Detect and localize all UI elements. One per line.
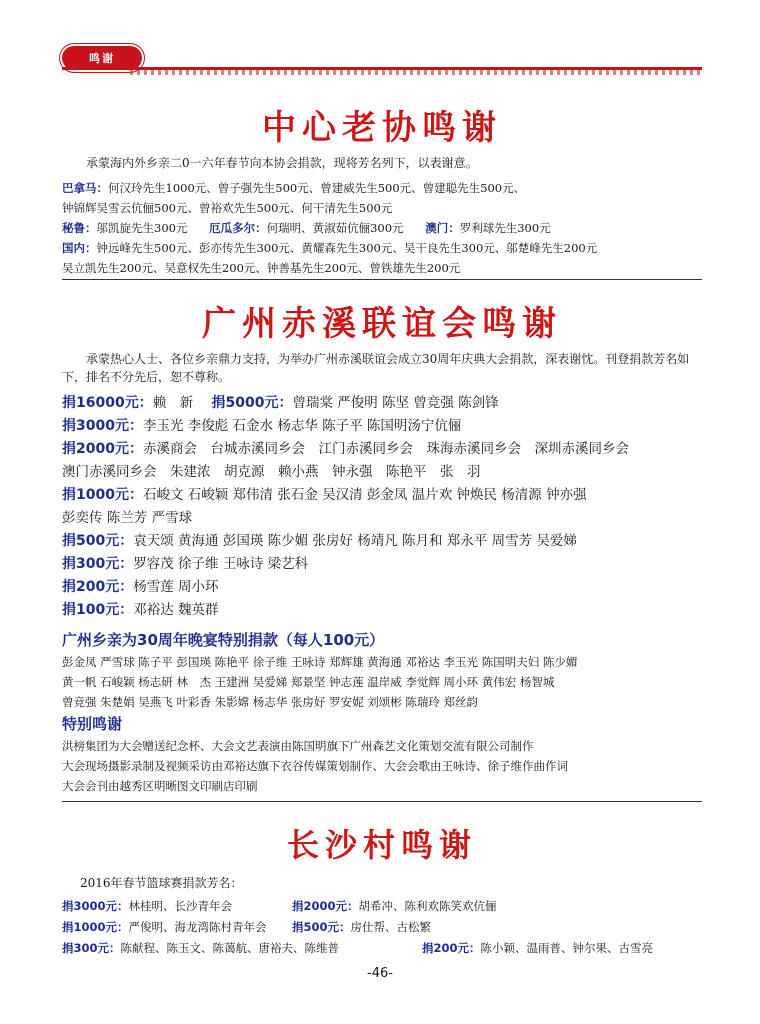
donation-list bbox=[62, 896, 702, 959]
amount-label: 捐1000元： bbox=[62, 920, 129, 934]
section-divider bbox=[62, 279, 702, 280]
donor-names: 彭奕传 陈兰芳 严雪球 bbox=[62, 510, 193, 526]
special-thanks-line: 大会会刊由越秀区明晰图文印刷店印刷 bbox=[62, 779, 258, 793]
amount-label: 捐2000元： bbox=[292, 899, 359, 913]
donor-names: 胡希冲、陈利欢陈笑欢伉俪 bbox=[358, 899, 497, 913]
banquet-donations bbox=[62, 628, 702, 712]
section-intro: 承蒙热心人士、各位乡亲鼎力支持，为举办广州赤溪联谊会成立30周年庆典大会捐款，深表谢忱。刊登捐款芳名如下，排名不分先后，恕不尊称。 bbox=[62, 352, 690, 384]
region-label: 澳门： bbox=[425, 221, 460, 235]
donation-line bbox=[62, 576, 702, 599]
donor-line bbox=[62, 178, 702, 198]
amount-label: 捐500元： bbox=[62, 533, 134, 549]
banquet-heading: 广州乡亲为30周年晚宴特别捐款（每人100元） bbox=[62, 631, 385, 649]
donation-line bbox=[62, 507, 702, 530]
section-changsha bbox=[62, 822, 702, 959]
donor-names: 李玉光 李俊彪 石金水 杨志华 陈子平 陈国明汤宁伉俪 bbox=[142, 418, 462, 434]
amount-label: 捐200元： bbox=[62, 579, 134, 595]
donor-line bbox=[62, 218, 702, 238]
donor-text: 钟锦辉吴雪云伉俪500元、曾裕欢先生500元、何干清先生500元 bbox=[62, 201, 393, 215]
donor-line bbox=[62, 238, 702, 258]
donation-row bbox=[62, 938, 702, 959]
amount-label: 捐100元： bbox=[62, 602, 134, 618]
donor-line bbox=[62, 198, 702, 218]
banquet-names-line: 黄一帆 石峻颖 杨志研 林 杰 王建洲 吴爱娣 郑景坚 钟志莲 温岸威 李觉辉 周小环 黄伟宏 杨智城 bbox=[62, 675, 555, 689]
special-thanks bbox=[62, 712, 702, 796]
donation-line bbox=[62, 553, 702, 576]
donor-text: 钟远峰先生500元、彭亦传先生300元、黄耀森先生300元、吴干良先生300元、邬楚峰先生200元 bbox=[96, 241, 598, 255]
donor-names: 严俊明、海龙湾陈村青年会 bbox=[128, 920, 267, 934]
donor-names: 罗容茂 徐子维 王咏诗 梁艺科 bbox=[133, 556, 309, 572]
header-rule-pattern bbox=[130, 70, 702, 75]
donation-list bbox=[62, 392, 702, 622]
donor-names: 林桂明、长沙青年会 bbox=[128, 899, 233, 913]
donation-line bbox=[62, 438, 702, 461]
special-thanks-line: 洪榜集团为大会赠送纪念杯、大会文艺表演由陈国明旗下广州森艺文化策划交流有限公司制作 bbox=[62, 739, 534, 753]
banquet-names-line: 彭金凤 严雪球 陈子平 彭国瑛 陈艳平 徐子维 王咏诗 郑辉雄 黄海通 邓裕达 李玉光 陈国明夫妇 陈少媚 bbox=[62, 655, 578, 669]
banquet-names-line: 曾竞强 朱楚娟 吴燕飞 叶彩香 朱影嫦 杨志华 张房好 罗安妮 刘颂彬 陈瑞玲 郑丝韵 bbox=[62, 695, 479, 709]
region-label: 秘鲁： bbox=[62, 221, 97, 235]
donation-line bbox=[62, 599, 702, 622]
region-label: 国内： bbox=[62, 241, 97, 255]
donor-text: 邬凯旋先生300元 bbox=[96, 221, 188, 235]
section-guangzhou bbox=[62, 300, 702, 796]
donor-names: 袁天颂 黄海通 彭国瑛 陈少媚 张房好 杨靖凡 陈月和 郑永平 周雪芳 吴爱娣 bbox=[133, 533, 577, 549]
donor-names: 赖 新 bbox=[152, 395, 194, 411]
donor-names: 石峻文 石峻颖 郑伟清 张石金 吴汉清 彭金凤 温片欢 钟焕民 杨清源 钟亦强 bbox=[142, 487, 587, 503]
donor-names: 赤溪商会 台城赤溪同乡会 江门赤溪同乡会 珠海赤溪同乡会 深圳赤溪同乡会 bbox=[142, 441, 629, 457]
region-label: 巴拿马： bbox=[62, 181, 108, 195]
donor-text: 何汉玲先生1000元、曾子强先生500元、曾建威先生500元、曾建聪先生500元、 bbox=[108, 181, 526, 195]
donor-names: 房仕帮、古松繁 bbox=[350, 920, 432, 934]
donor-text: 罗利球先生300元 bbox=[459, 221, 551, 235]
amount-label: 捐3000元： bbox=[62, 899, 129, 913]
section-intro: 2016年春节篮球赛捐款芳名： bbox=[80, 876, 243, 890]
section-badge: 鸣谢 bbox=[62, 46, 142, 70]
donor-text: 何瑞明、黄淑茹伉俪300元 bbox=[266, 221, 404, 235]
amount-label: 捐300元： bbox=[62, 556, 134, 572]
donor-list bbox=[62, 178, 702, 278]
donation-line bbox=[62, 415, 702, 438]
donation-row bbox=[62, 896, 702, 917]
donation-line bbox=[62, 484, 702, 507]
donor-names: 邓裕达 魏英群 bbox=[133, 602, 219, 618]
special-thanks-line: 大会现场摄影录制及视频采访由邓裕达旗下衣谷传媒策划制作、大会会歌由王咏诗、徐子维作曲作词 bbox=[62, 759, 568, 773]
donation-line bbox=[62, 392, 702, 415]
amount-label: 捐16000元： bbox=[62, 395, 153, 411]
amount-label: 捐300元： bbox=[62, 941, 121, 955]
donor-names: 澳门赤溪同乡会 朱建浓 胡克源 赖小燕 钟永强 陈艳平 张 羽 bbox=[62, 464, 481, 480]
amount-label: 捐500元： bbox=[292, 920, 351, 934]
section-laoxie bbox=[62, 104, 702, 278]
donor-line bbox=[62, 258, 702, 278]
amount-label: 捐1000元： bbox=[62, 487, 143, 503]
region-label: 厄瓜多尔： bbox=[209, 221, 267, 235]
amount-label: 捐2000元： bbox=[62, 441, 143, 457]
section-intro: 承蒙海内外乡亲二0一六年春节向本协会捐款，现将芳名列下，以表谢意。 bbox=[86, 156, 478, 170]
donor-text: 吴立凯先生200元、吴意权先生200元、钟善基先生200元、曾铁雄先生200元 bbox=[62, 261, 461, 275]
donation-line bbox=[62, 530, 702, 553]
amount-label: 捐200元： bbox=[422, 941, 481, 955]
section-title: 广州赤溪联谊会鸣谢 bbox=[202, 304, 562, 344]
donor-names: 杨雪莲 周小环 bbox=[133, 579, 219, 595]
special-thanks-heading: 特别鸣谢 bbox=[62, 715, 123, 733]
page-number: -46- bbox=[367, 966, 393, 981]
donation-row bbox=[62, 917, 702, 938]
section-title: 长沙村鸣谢 bbox=[286, 826, 477, 864]
amount-label: 捐3000元： bbox=[62, 418, 143, 434]
donor-names: 陈小颖、温雨普、钟尔果、古雪亮 bbox=[480, 941, 654, 955]
donor-names: 陈献程、陈玉文、陈蔼航、唐裕夫、陈维普 bbox=[120, 941, 340, 955]
donation-line bbox=[62, 461, 702, 484]
donor-names: 曾瑞棠 严俊明 陈坚 曾竞强 陈剑锋 bbox=[292, 395, 499, 411]
section-title: 中心老协鸣谢 bbox=[262, 108, 502, 148]
section-divider bbox=[62, 801, 702, 802]
amount-label: 捐5000元： bbox=[211, 395, 293, 411]
